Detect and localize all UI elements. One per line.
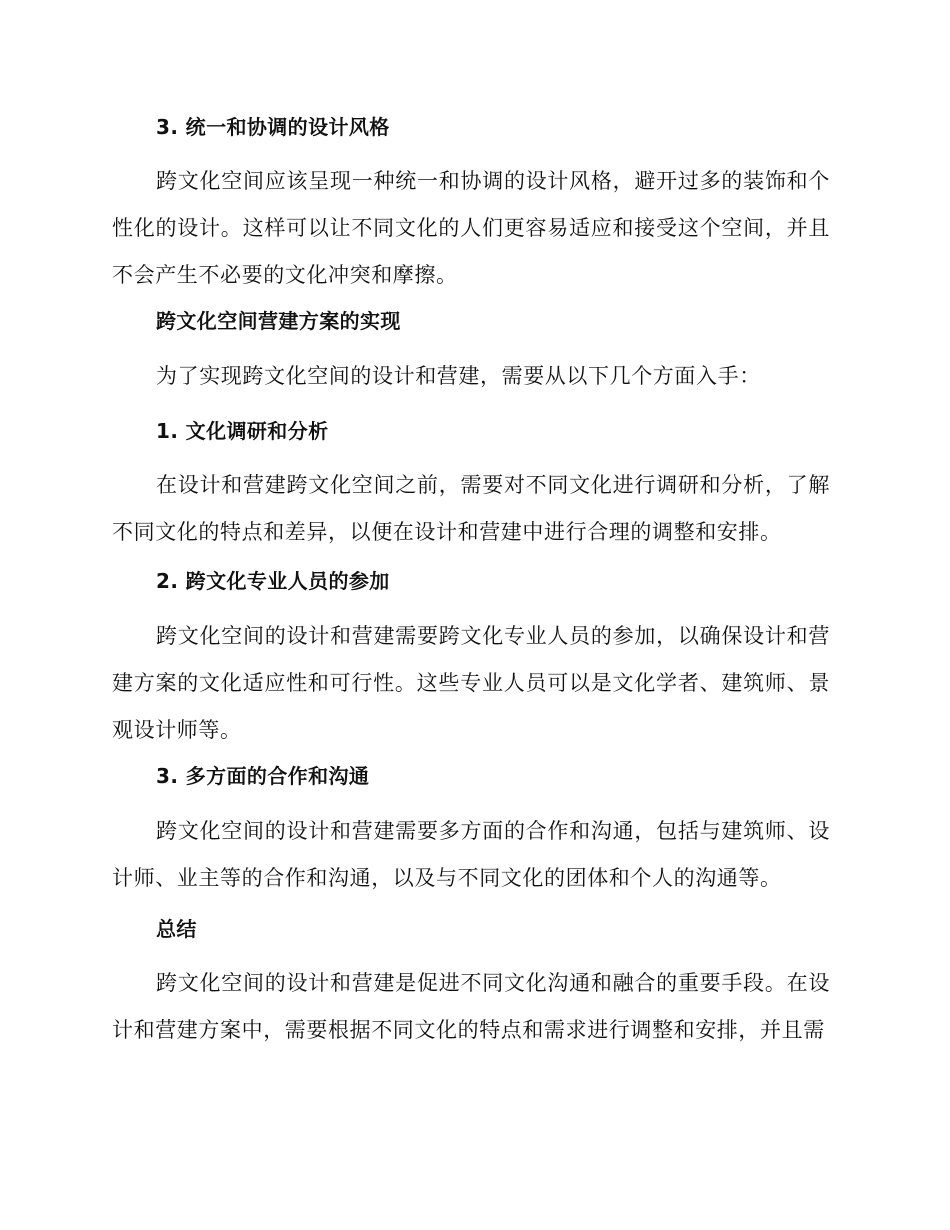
section-heading: 总结 — [156, 917, 197, 941]
section-paragraph: 跨文化空间的设计和营建是促进不同文化沟通和融合的重要手段。在设计和营建方案中，需要根据不同文化的特点和需求进行调整和安排，并且需 — [112, 971, 830, 1042]
section-heading: 1. 文化调研和分析 — [156, 419, 329, 443]
section-paragraph: 跨文化空间的设计和营建需要多方面的合作和沟通，包括与建筑师、设计师、业主等的合作和沟通，以及与不同文化的团体和个人的沟通等。 — [112, 819, 830, 890]
section-heading: 跨文化空间营建方案的实现 — [156, 309, 401, 333]
section-paragraph: 在设计和营建跨文化空间之前，需要对不同文化进行调研和分析，了解不同文化的特点和差异，以便在设计和营建中进行合理的调整和安排。 — [112, 473, 830, 544]
section-paragraph: 跨文化空间的设计和营建需要跨文化专业人员的参加，以确保设计和营建方案的文化适应性和可行性。这些专业人员可以是文化学者、建筑师、景观设计师等。 — [112, 624, 830, 742]
section-heading: 2. 跨文化专业人员的参加 — [156, 569, 390, 593]
section-heading: 3. 统一和协调的设计风格 — [156, 115, 390, 139]
section-paragraph: 为了实现跨文化空间的设计和营建，需要从以下几个方面入手： — [156, 364, 761, 388]
section-heading: 3. 多方面的合作和沟通 — [156, 764, 370, 788]
section-paragraph: 跨文化空间应该呈现一种统一和协调的设计风格，避开过多的装饰和个性化的设计。这样可以让不同文化的人们更容易适应和接受这个空间，并且不会产生不必要的文化冲突和摩擦。 — [112, 169, 830, 287]
